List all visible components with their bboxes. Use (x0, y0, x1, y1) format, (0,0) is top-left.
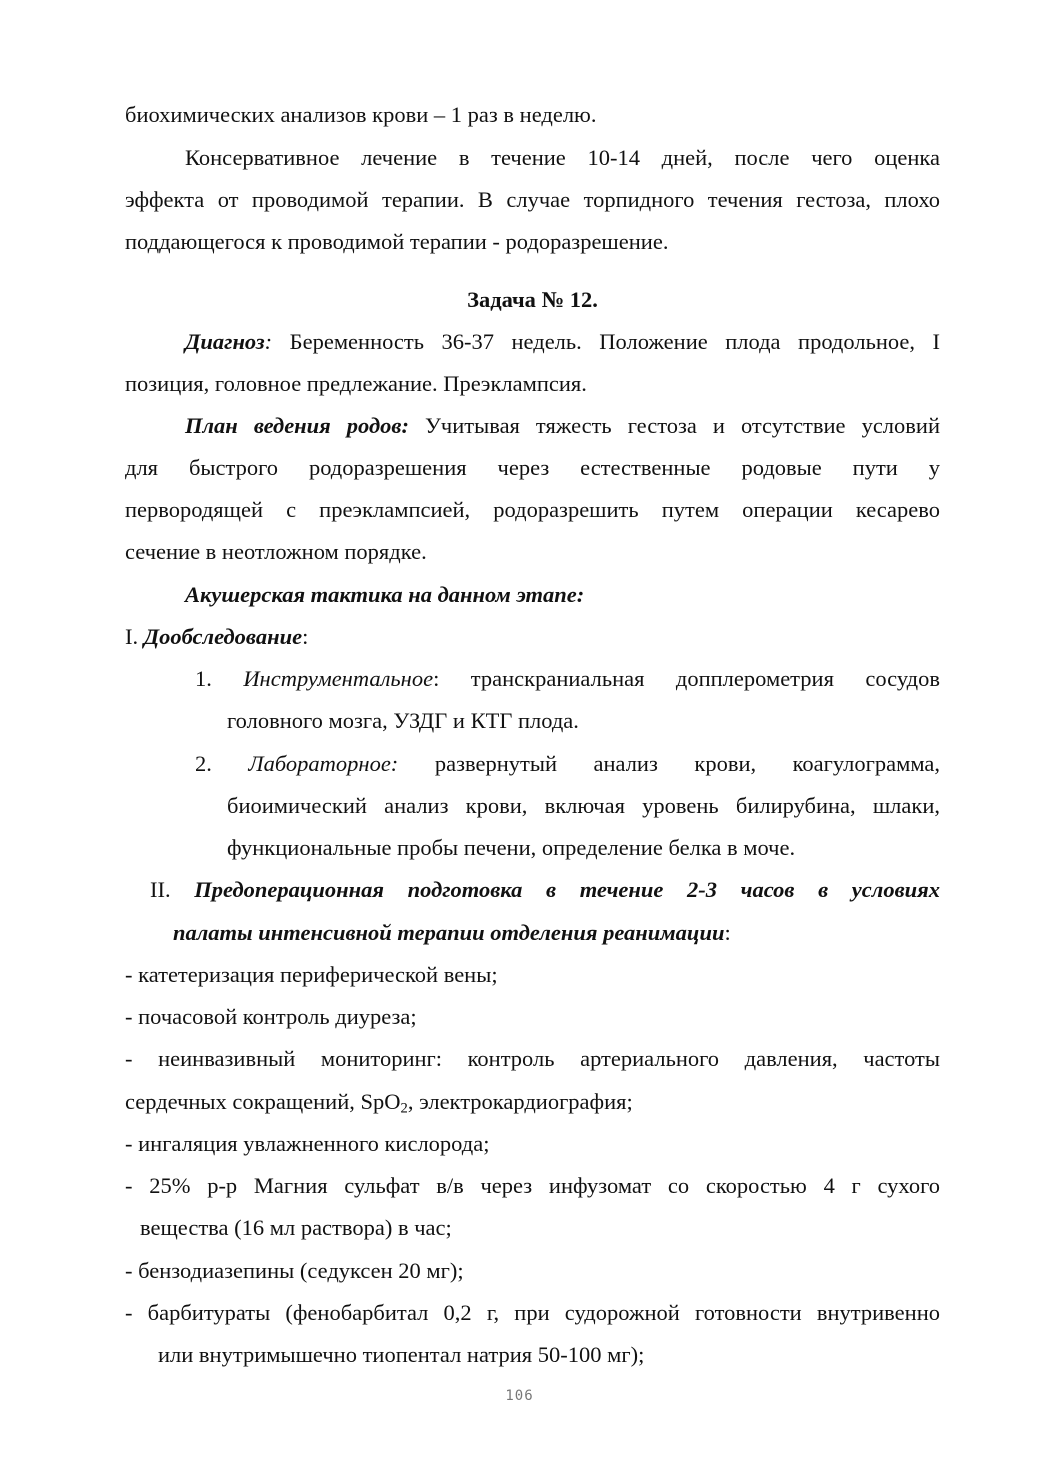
item-1-colon: : (433, 666, 440, 691)
text-line: для быстрого родоразрешения через естественные родовые пути у (125, 455, 940, 480)
list-item: - катетеризация периферической вены; (125, 962, 498, 987)
page-number: 106 (505, 1388, 534, 1404)
text-line: позиция, головное предлежание. Преэклампсия. (125, 371, 587, 396)
text-line: сечение в неотложном порядке. (125, 539, 427, 564)
item-1-number: 1. (195, 666, 244, 691)
section-1-label: Дообследование (143, 624, 303, 649)
section-2-heading-cont (173, 918, 940, 948)
list-item: - бензодиазепины (седуксен 20 мг); (125, 1258, 464, 1283)
item-1-label: Инструментальное (243, 666, 434, 691)
list-item: - барбитураты (фенобарбитал 0,2 г, при судорожной готовности внутривенно (125, 1300, 940, 1325)
section-1-heading (125, 622, 940, 652)
text-line: биоимический анализ крови, включая уровень билирубина, шлаки, (227, 793, 940, 818)
spo2-subscript: 2 (400, 1100, 408, 1117)
section-1-number: I. (125, 624, 144, 649)
section-2-heading (150, 875, 940, 905)
list-item: - неинвазивный мониторинг: контроль артериального давления, частоты (125, 1046, 940, 1071)
plan-text: Учитывая тяжесть гестоза и отсутствие условий (408, 413, 940, 438)
text-line: функциональные пробы печени, определение белка в моче. (227, 835, 796, 860)
item-2-text: развернутый анализ крови, коагулограмма, (434, 751, 941, 776)
list-item-cont: или внутримышечно тиопентал натрия 50-100 мг); (158, 1342, 645, 1367)
diagnosis-line (185, 327, 940, 357)
item-1-text: транскраниальная допплерометрия сосудов (470, 666, 940, 691)
item-2-number: 2. (195, 751, 249, 776)
paragraph-first-line: Консервативное лечение в течение 10-14 дней, после чего оценка (185, 145, 940, 170)
list-item: - 25% р-р Магния сульфат в/в через инфузомат со скоростью 4 г сухого (125, 1173, 940, 1198)
section-2-label: Предоперационная подготовка в течение 2-3 часов в условиях (194, 877, 940, 902)
diagnosis-label: Диагноз (185, 329, 265, 354)
text-line: биохимических анализов крови – 1 раз в неделю. (125, 102, 597, 127)
plan-line (185, 411, 940, 441)
text-line: головного мозга, УЗДГ и КТГ плода. (227, 708, 579, 733)
section-1-colon: : (302, 624, 309, 649)
list-item: - ингаляция увлажненного кислорода; (125, 1131, 490, 1156)
list-item-cont: вещества (16 мл раствора) в час; (140, 1215, 452, 1240)
item-2-label: Лабораторное: (248, 751, 399, 776)
spo2-suffix: , электрокардиография; (407, 1089, 633, 1114)
plan-label: План ведения родов: (185, 413, 409, 438)
spo2-prefix: сердечных сокращений, SpO (125, 1089, 401, 1114)
list-item: - почасовой контроль диуреза; (125, 1004, 417, 1029)
section-2-number: II. (150, 877, 195, 902)
list-item-cont (125, 1087, 940, 1117)
list-item-laboratory (195, 749, 940, 779)
section-2-label-cont: палаты интенсивной терапии отделения реанимации (173, 920, 725, 945)
diagnosis-text: Беременность 36-37 недель. Положение плода продольное, I (272, 329, 940, 354)
text-line: первородящей с преэклампсией, родоразрешить путем операции кесарево (125, 497, 940, 522)
text-line: поддающегося к проводимой терапии - родоразрешение. (125, 229, 669, 254)
diagnosis-colon: : (264, 329, 273, 354)
section-2-colon: : (724, 920, 731, 945)
tactic-heading: Акушерская тактика на данном этапе: (185, 582, 585, 607)
list-item-instrumental (195, 664, 940, 694)
task-heading: Задача № 12. (467, 287, 598, 312)
text-line: эффекта от проводимой терапии. В случае торпидного течения гестоза, плохо (125, 187, 940, 212)
